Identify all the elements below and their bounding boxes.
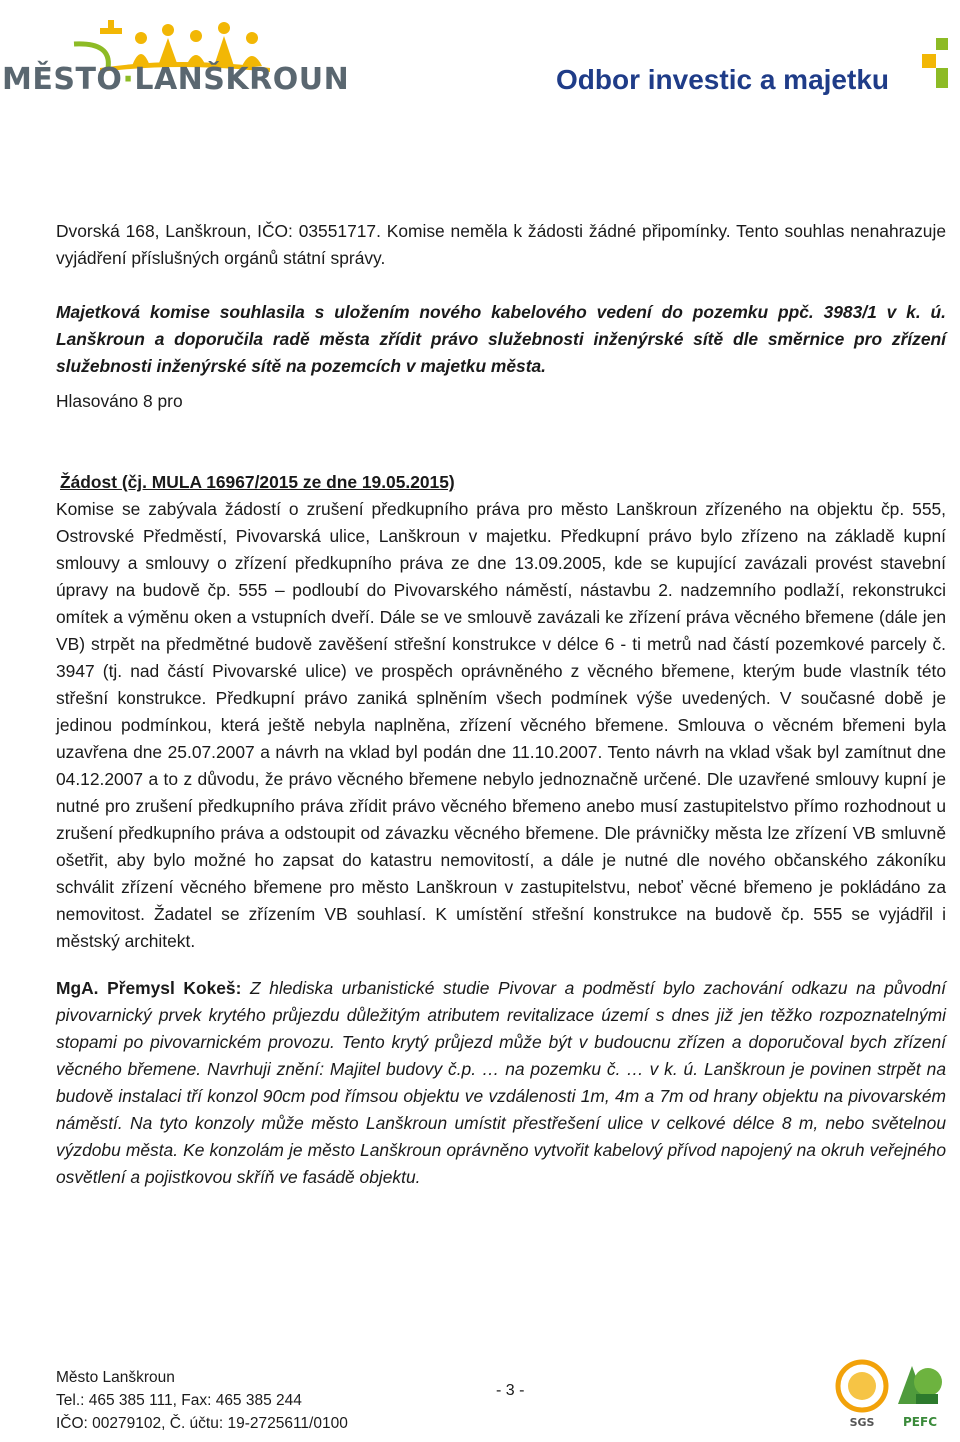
- sgs-label: SGS: [849, 1416, 875, 1429]
- footer-contact: Tel.: 465 385 111, Fax: 465 385 244: [56, 1392, 302, 1409]
- document-body: [56, 218, 946, 1191]
- architect-statement: [56, 975, 946, 1191]
- sgs-badge-icon: [838, 1362, 886, 1429]
- logo-wordmark: MĚSTO·LANŠKROUN: [2, 62, 350, 97]
- footer-ids: IČO: 00279102, Č. účtu: 19-2725611/0100: [56, 1415, 348, 1432]
- paragraph-commission-decision: Majetková komise souhlasila s uložením nového kabelového vedení do pozemku ppč. 3983/1 v k. ú. Lanškroun a doporučila radě města zřídit právo služebnosti inženýrské sítě dle směrnice pro zřízení služebnosti inženýrské sítě na pozemcích v majetku města.: [56, 302, 946, 376]
- vote-result: Hlasováno 8 pro: [56, 391, 183, 411]
- footer-city: Město Lanškroun: [56, 1369, 175, 1386]
- pefc-label: PEFC: [903, 1415, 937, 1429]
- speaker-name: MgA. Přemysl Kokeš:: [56, 978, 242, 998]
- paragraph-applicant: Dvorská 168, Lanškroun, IČO: 03551717. Komise neměla k žádosti žádné připomínky. Tento souhlas nenahrazuje vyjádření příslušných orgánů státní správy.: [56, 221, 946, 268]
- request-title: Žádost (čj. MULA 16967/2015 ze dne 19.05.2015): [60, 472, 455, 492]
- page-number: - 3 -: [496, 1382, 525, 1399]
- pefc-badge-icon: [898, 1366, 942, 1429]
- certification-badges: [832, 1354, 950, 1434]
- department-title: Odbor investic a majetku: [556, 64, 889, 95]
- corner-squares-icon: [922, 38, 950, 90]
- speaker-quote: Z hlediska urbanistické studie Pivovar a podměstí bylo zachování odkazu na původní pivovarnický prvek krytého průjezdu důležitým atributem revitalizace území s dnes již jen těžko rozpoznatelnými stopami po pivovarnickém provozu. Tento krytý průjezd může být v budoucnu zřízen a doporučoval bych zřízení věcného břemene. Navrhuji znění: Majitel budovy č.p. … na pozemku č. … v k. ú. Lanškroun je povinen strpět na budově instalaci tří konzol 90cm pod římsou objektu ve vzdálenosti 1m, 4m a 7m od hrany objektu na pivovarském náměstí. Na tyto konzoly může město Lanškroun umístit přestřešení ulice v celkové délce 8 m, nebo světelnou výzdobu města. Ke konzolám je město Lanškroun oprávněno vytvořit kabelový přívod napojený na okruh veřejného osvětlení a pojistkovou skříň ve fasádě objektu.: [56, 978, 946, 1187]
- page-footer: [56, 1366, 348, 1435]
- page-header: [0, 0, 960, 120]
- paragraph-request-details: Komise se zabývala žádostí o zrušení předkupního práva pro město Lanškroun zřízeného na objektu čp. 555, Ostrovské Předměstí, Pivovarská ulice, Lanškroun v majetku. Předkupní právo bylo zřízeno na základě kupní smlouvy a smlouvy o zřízení předkupního práva ze dne 13.09.2005, kde se kupující zavázali provést stavební úpravy na budově čp. 555 – podloubí do Pivovarského náměstí, nástavbu 2. nadzemního podlaží, rekonstrukci omítek a výměnu oken a vstupních dveří. Dále se ve smlouvě zavázali ke zřízení práva věcného břemene (dále jen VB) strpět na předmětné budově zavěšení střešní konstrukce v délce 6 - ti metrů nad částí pozemkové parcely č. 3947 (tj. nad částí Pivovarské ulice) ve prospěch oprávněného z věcného břemene, kterým bude vlastník této střešní konstrukce. Předkupní právo zaniká splněním všech podmínek výše uvedených. V současné době je jedinou podmínkou, která ještě nebyla naplněna, zřízení věcného břemene. Smlouva o věcném břemeni byla uzavřena dne 25.07.2007 a návrh na vklad byl podán dne 11.10.2007. Tento návrh na vklad však byl zamítnut dne 04.12.2007 a to z důvodu, že právo věcného břemene nebylo jednoznačně určené. Dle uzavřené smlouvy kupní je nutné pro zrušení předkupního práva zřídit právo věcného břemeno anebo musí zastupitelstvo přímo rozhodnout u zrušení předkupního práva a odstoupit od závazku věcného břemene. Dle právničky města lze zřízení VB smluvně ošetřit, aby bylo možné ho zapsat do katastru nemovitostí, a dále je nutné dle nového občanského zákoníku schválit zřízení věcného břemene pro město Lanškroun v zastupitelstvu, neboť věcné břemeno je pokládáno za nemovitost. Žadatel se zřízením VB souhlasí. K umístění střešní konstrukce na budově čp. 555 se vyjádřil i městský architekt.: [56, 499, 946, 951]
